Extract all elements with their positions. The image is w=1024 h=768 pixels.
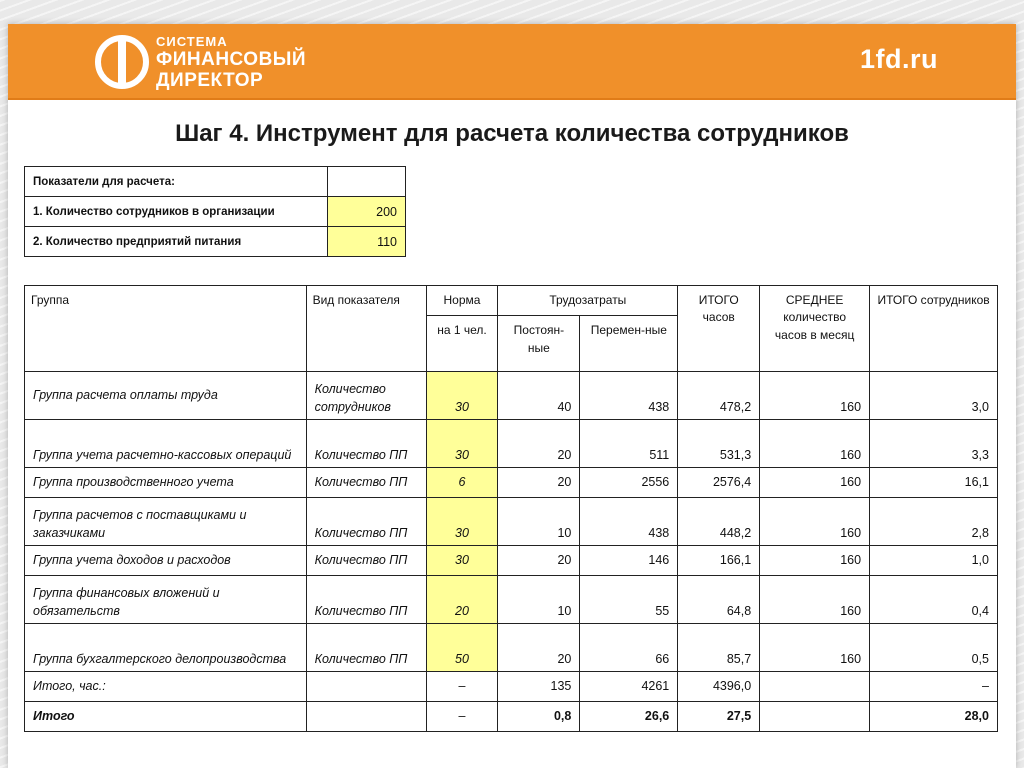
table-row — [25, 498, 998, 546]
cell-constant: 40 — [498, 372, 580, 420]
cell-avg-hours: 160 — [760, 420, 870, 468]
inputs-header-empty — [328, 167, 406, 197]
cell-avg-hours: 160 — [760, 498, 870, 546]
cell-avg-hours: 160 — [760, 468, 870, 498]
total-avg — [760, 702, 870, 732]
table-row — [25, 468, 998, 498]
input-label: 1. Количество сотрудников в организации — [25, 197, 328, 227]
total-hours-constant: 135 — [498, 672, 580, 702]
cell-constant: 20 — [498, 468, 580, 498]
input-label: 2. Количество предприятий питания — [25, 227, 328, 257]
cell-total-hours: 64,8 — [678, 576, 760, 624]
cell-total-hours: 478,2 — [678, 372, 760, 420]
cell-group: Группа учета расчетно-кассовых операций — [25, 420, 307, 468]
cell-variable: 55 — [580, 576, 678, 624]
col-header-group: Группа — [25, 286, 307, 372]
total-hours-avg — [760, 672, 870, 702]
total-variable: 26,6 — [580, 702, 678, 732]
cell-total-staff: 0,5 — [870, 624, 998, 672]
cell-group: Группа производственного учета — [25, 468, 307, 498]
table-row — [25, 576, 998, 624]
cell-norm[interactable]: 30 — [426, 372, 498, 420]
logo-line-1: СИСТЕМА — [156, 34, 228, 49]
input-value-catering[interactable]: 110 — [328, 227, 406, 257]
col-header-labor: Трудозатраты — [498, 286, 678, 316]
logo-emblem-icon — [94, 34, 150, 90]
cell-indicator: Количество ПП — [306, 576, 426, 624]
col-header-total-staff: ИТОГО сотрудников — [870, 286, 998, 372]
cell-norm[interactable]: 30 — [426, 420, 498, 468]
total-row — [25, 702, 998, 732]
cell-indicator: Количество сотрудников — [306, 372, 426, 420]
cell-constant: 20 — [498, 624, 580, 672]
cell-group: Группа финансовых вложений и обязательств — [25, 576, 307, 624]
cell-avg-hours: 160 — [760, 624, 870, 672]
cell-group: Группа расчетов с поставщиками и заказчиками — [25, 498, 307, 546]
cell-norm[interactable]: 20 — [426, 576, 498, 624]
col-header-norm-sub: на 1 чел. — [426, 316, 498, 372]
cell-total-staff: 0,4 — [870, 576, 998, 624]
table-row — [25, 420, 998, 468]
cell-norm[interactable]: 30 — [426, 498, 498, 546]
cell-variable: 146 — [580, 546, 678, 576]
cell-avg-hours: 160 — [760, 546, 870, 576]
col-header-avg-hours: СРЕДНЕЕ количество часов в месяц — [760, 286, 870, 372]
col-header-variable: Перемен-ные — [580, 316, 678, 372]
table-row — [25, 624, 998, 672]
total-norm: – — [426, 702, 498, 732]
input-row — [25, 197, 406, 227]
cell-group: Группа бухгалтерского делопроизводства — [25, 624, 307, 672]
cell-variable: 511 — [580, 420, 678, 468]
cell-variable: 66 — [580, 624, 678, 672]
cell-norm[interactable]: 50 — [426, 624, 498, 672]
total-constant: 0,8 — [498, 702, 580, 732]
cell-group: Группа учета доходов и расходов — [25, 546, 307, 576]
table-row — [25, 546, 998, 576]
cell-norm[interactable]: 6 — [426, 468, 498, 498]
inputs-header-row — [25, 167, 406, 197]
cell-indicator: Количество ПП — [306, 624, 426, 672]
col-header-total-hours: ИТОГО часов — [678, 286, 760, 372]
total-hours-indicator-empty — [306, 672, 426, 702]
col-header-norm: Норма — [426, 286, 498, 316]
cell-total-hours: 166,1 — [678, 546, 760, 576]
logo-line-3: ДИРЕКТОР — [156, 70, 264, 91]
logo — [94, 32, 314, 92]
table-row — [25, 372, 998, 420]
total-hours-row — [25, 672, 998, 702]
cell-total-staff: 16,1 — [870, 468, 998, 498]
col-header-indicator: Вид показателя — [306, 286, 426, 372]
total-label: Итого — [25, 702, 307, 732]
slide — [8, 24, 1016, 768]
cell-total-hours: 531,3 — [678, 420, 760, 468]
header-row-1 — [25, 286, 998, 316]
site-url[interactable]: 1fd.ru — [859, 44, 938, 74]
cell-indicator: Количество ПП — [306, 546, 426, 576]
cell-total-staff: 3,3 — [870, 420, 998, 468]
cell-constant: 20 — [498, 420, 580, 468]
cell-avg-hours: 160 — [760, 576, 870, 624]
cell-total-hours: 85,7 — [678, 624, 760, 672]
cell-indicator: Количество ПП — [306, 468, 426, 498]
inputs-header: Показатели для расчета: — [25, 167, 328, 197]
staff-calc-table — [24, 285, 998, 732]
cell-total-hours: 2576,4 — [678, 468, 760, 498]
total-hours-variable: 4261 — [580, 672, 678, 702]
cell-avg-hours: 160 — [760, 372, 870, 420]
cell-variable: 438 — [580, 498, 678, 546]
total-hours-norm: – — [426, 672, 498, 702]
logo-text — [156, 35, 306, 90]
cell-total-staff: 3,0 — [870, 372, 998, 420]
logo-line-2: ФИНАНСОВЫЙ — [156, 49, 307, 70]
cell-variable: 2556 — [580, 468, 678, 498]
total-hours-staff: – — [870, 672, 998, 702]
cell-constant: 10 — [498, 576, 580, 624]
header-bar — [8, 24, 1016, 100]
total-staff: 28,0 — [870, 702, 998, 732]
cell-group: Группа расчета оплаты труда — [25, 372, 307, 420]
total-hours-label: Итого, час.: — [25, 672, 307, 702]
cell-variable: 438 — [580, 372, 678, 420]
input-row — [25, 227, 406, 257]
cell-norm[interactable]: 30 — [426, 546, 498, 576]
total-indicator-empty — [306, 702, 426, 732]
cell-total-staff: 1,0 — [870, 546, 998, 576]
cell-constant: 20 — [498, 546, 580, 576]
page-title: Шаг 4. Инструмент для расчета количества сотрудников — [175, 120, 849, 147]
total-total: 27,5 — [678, 702, 760, 732]
cell-indicator: Количество ПП — [306, 498, 426, 546]
cell-total-staff: 2,8 — [870, 498, 998, 546]
cell-indicator: Количество ПП — [306, 420, 426, 468]
total-hours-total: 4396,0 — [678, 672, 760, 702]
col-header-constant: Постоян-ные — [498, 316, 580, 372]
cell-total-hours: 448,2 — [678, 498, 760, 546]
inputs-table — [24, 166, 406, 257]
cell-constant: 10 — [498, 498, 580, 546]
input-value-employees[interactable]: 200 — [328, 197, 406, 227]
